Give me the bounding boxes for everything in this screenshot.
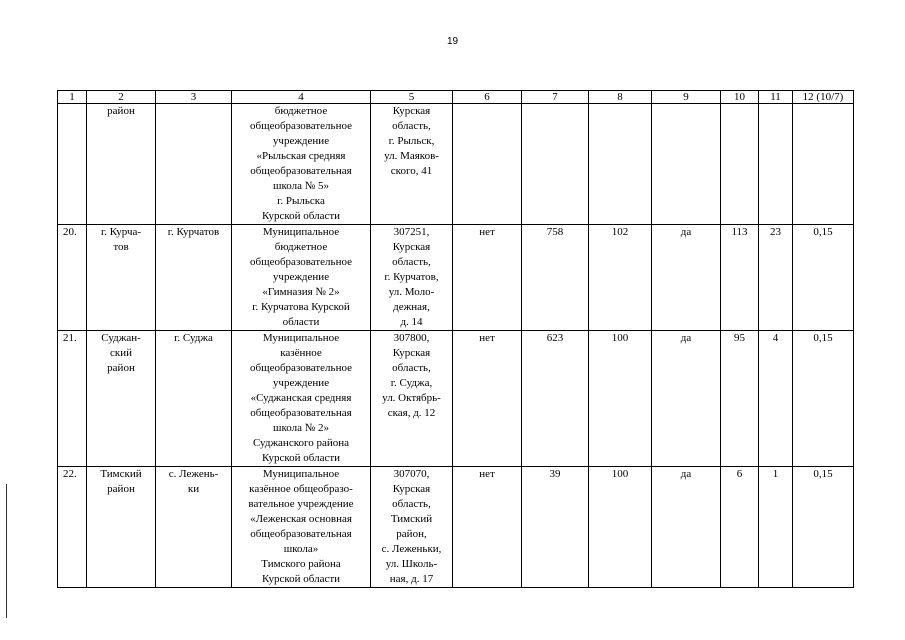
col10-cell: 95 [721,331,759,467]
col-header-9: 9 [652,91,721,104]
col9-cell: да [652,225,721,331]
col-header-8: 8 [589,91,652,104]
col7-cell: 623 [522,331,589,467]
institution-cell: Муниципальное бюджетное общеобразовательное учреждение «Гимназия № 2» г. Курчатова Курской области [232,225,371,331]
col12-cell: 0,15 [793,467,854,588]
col6-cell: нет [453,331,522,467]
institution-cell: Муниципальное казённое общеобразо- вательное учреждение «Леженская основная общеобразовательная школа» Тимского района Курской области [232,467,371,588]
row-number: 20. [58,225,87,331]
col11-cell: 4 [759,331,793,467]
col7-cell: 758 [522,225,589,331]
col9-cell [652,104,721,225]
col10-cell: 113 [721,225,759,331]
row-number: 22. [58,467,87,588]
col8-cell: 100 [589,467,652,588]
col10-cell: 6 [721,467,759,588]
schools-table [57,90,854,588]
col-header-6: 6 [453,91,522,104]
district-cell: Суджан- ский район [87,331,156,467]
col10-cell [721,104,759,225]
col-header-2: 2 [87,91,156,104]
institution-cell: Муниципальное казённое общеобразовательное учреждение «Суджанская средняя общеобразовательная школа № 2» Суджанского района Курской области [232,331,371,467]
col12-cell [793,104,854,225]
col-header-7: 7 [522,91,589,104]
city-cell: с. Лежень- ки [156,467,232,588]
col8-cell: 100 [589,331,652,467]
row-number [58,104,87,225]
margin-line [6,484,7,618]
col12-cell: 0,15 [793,331,854,467]
col7-cell: 39 [522,467,589,588]
district-cell: район [87,104,156,225]
table-row [58,225,854,331]
col-header-1: 1 [58,91,87,104]
district-cell: Тимский район [87,467,156,588]
table-row [58,331,854,467]
address-cell: 307070, Курская область, Тимский район, с. Леженьки, ул. Школь- ная, д. 17 [371,467,453,588]
col11-cell [759,104,793,225]
address-cell: 307251, Курская область, г. Курчатов, ул. Моло- дежная, д. 14 [371,225,453,331]
col-header-3: 3 [156,91,232,104]
col-header-10: 10 [721,91,759,104]
col6-cell: нет [453,467,522,588]
table-row [58,467,854,588]
col6-cell: нет [453,225,522,331]
city-cell: г. Курчатов [156,225,232,331]
col-header-12: 12 (10/7) [793,91,854,104]
col11-cell: 1 [759,467,793,588]
address-cell: Курская область, г. Рыльск, ул. Маяков- ского, 41 [371,104,453,225]
table-row [58,104,854,225]
col9-cell: да [652,467,721,588]
col12-cell: 0,15 [793,225,854,331]
col9-cell: да [652,331,721,467]
col7-cell [522,104,589,225]
institution-cell: бюджетное общеобразовательное учреждение «Рыльская средняя общеобразовательная школа № 5» г. Рыльска Курской области [232,104,371,225]
address-cell: 307800, Курская область, г. Суджа, ул. Октябрь- ская, д. 12 [371,331,453,467]
col11-cell: 23 [759,225,793,331]
col6-cell [453,104,522,225]
page-number: 19 [446,36,459,47]
col-header-4: 4 [232,91,371,104]
col8-cell [589,104,652,225]
col-header-11: 11 [759,91,793,104]
col-header-5: 5 [371,91,453,104]
city-cell: г. Суджа [156,331,232,467]
header-row [58,91,854,104]
district-cell: г. Курча- тов [87,225,156,331]
city-cell [156,104,232,225]
col8-cell: 102 [589,225,652,331]
row-number: 21. [58,331,87,467]
